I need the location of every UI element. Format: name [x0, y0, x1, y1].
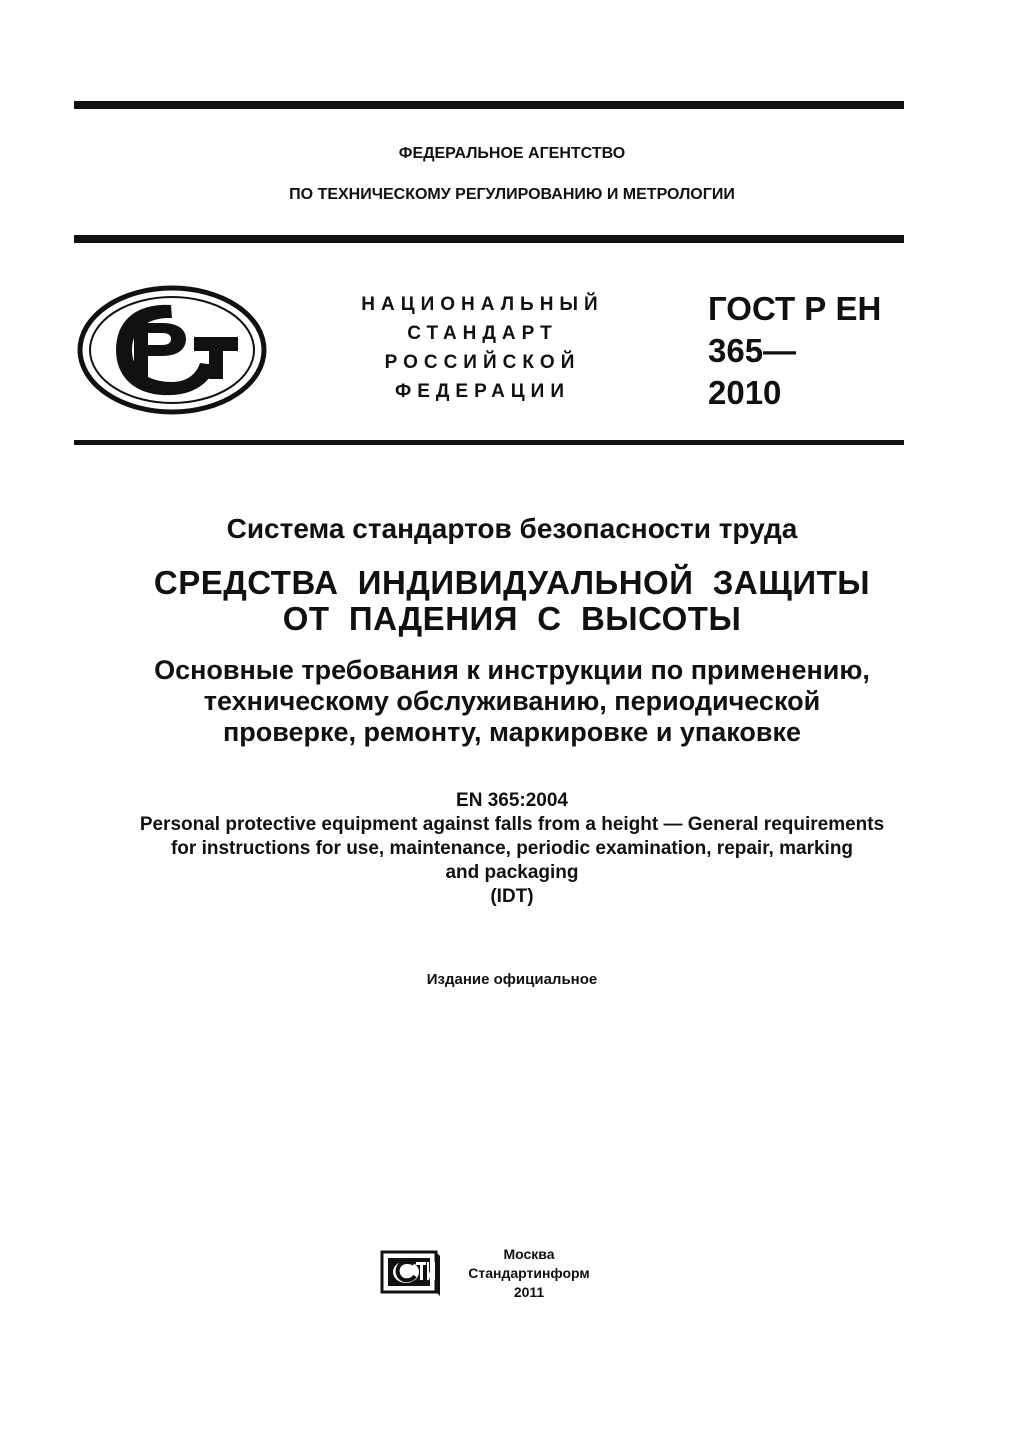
designation-line1: ГОСТ Р ЕН	[708, 290, 882, 327]
en-reference	[0, 789, 1024, 909]
standards-series: Система стандартов безопасности труда	[226, 513, 798, 544]
publisher-city: Москва	[503, 1246, 555, 1262]
national-standard-line2: СТАНДАРТ	[407, 323, 558, 344]
en-reference-line3: and packaging	[445, 862, 579, 883]
top-rule	[74, 101, 904, 109]
document-title-line1: СРЕДСТВА ИНДИВИДУАЛЬНОЙ ЗАЩИТЫ	[153, 564, 871, 601]
national-standard-line1: НАЦИОНАЛЬНЫЙ	[361, 294, 604, 315]
en-reference-line1: Personal protective equipment against falls from a height — General requirements	[139, 814, 885, 835]
header-rule	[74, 235, 904, 243]
edition-label: Издание официальное	[426, 971, 598, 988]
en-reference-line2: for instructions for use, maintenance, periodic examination, repair, marking	[170, 838, 854, 859]
standard-designation	[708, 288, 881, 414]
publisher-info	[454, 1245, 604, 1302]
publisher-name: Стандартинформ	[468, 1265, 590, 1281]
document-subtitle-line3: проверке, ремонту, маркировке и упаковке	[222, 717, 802, 747]
national-standard-line3: РОССИЙСКОЙ	[384, 352, 581, 373]
designation-line2: 365—	[708, 332, 797, 369]
agency-name-line2: ПО ТЕХНИЧЕСКОМУ РЕГУЛИРОВАНИЮ И МЕТРОЛОГИИ	[289, 186, 735, 203]
document-subtitle	[0, 655, 1024, 748]
en-reference-code: EN 365:2004	[456, 790, 568, 811]
standartinform-logo-icon	[380, 1250, 442, 1301]
document-subtitle-line2: техническому обслуживанию, периодической	[203, 686, 821, 716]
en-reference-degree: (IDT)	[490, 886, 534, 907]
agency-name-line1: ФЕДЕРАЛЬНОЕ АГЕНТСТВО	[398, 145, 626, 162]
publisher-year: 2011	[513, 1284, 545, 1300]
document-title	[0, 565, 1024, 637]
document-subtitle-line1: Основные требования к инструкции по применению,	[154, 655, 870, 685]
rst-certification-mark-icon	[76, 285, 268, 420]
title-rule	[74, 440, 904, 445]
national-standard-label	[335, 290, 630, 406]
national-standard-line4: ФЕДЕРАЦИИ	[394, 381, 570, 402]
document-title-line2: ОТ ПАДЕНИЯ С ВЫСОТЫ	[282, 600, 742, 637]
designation-line3: 2010	[708, 374, 782, 411]
